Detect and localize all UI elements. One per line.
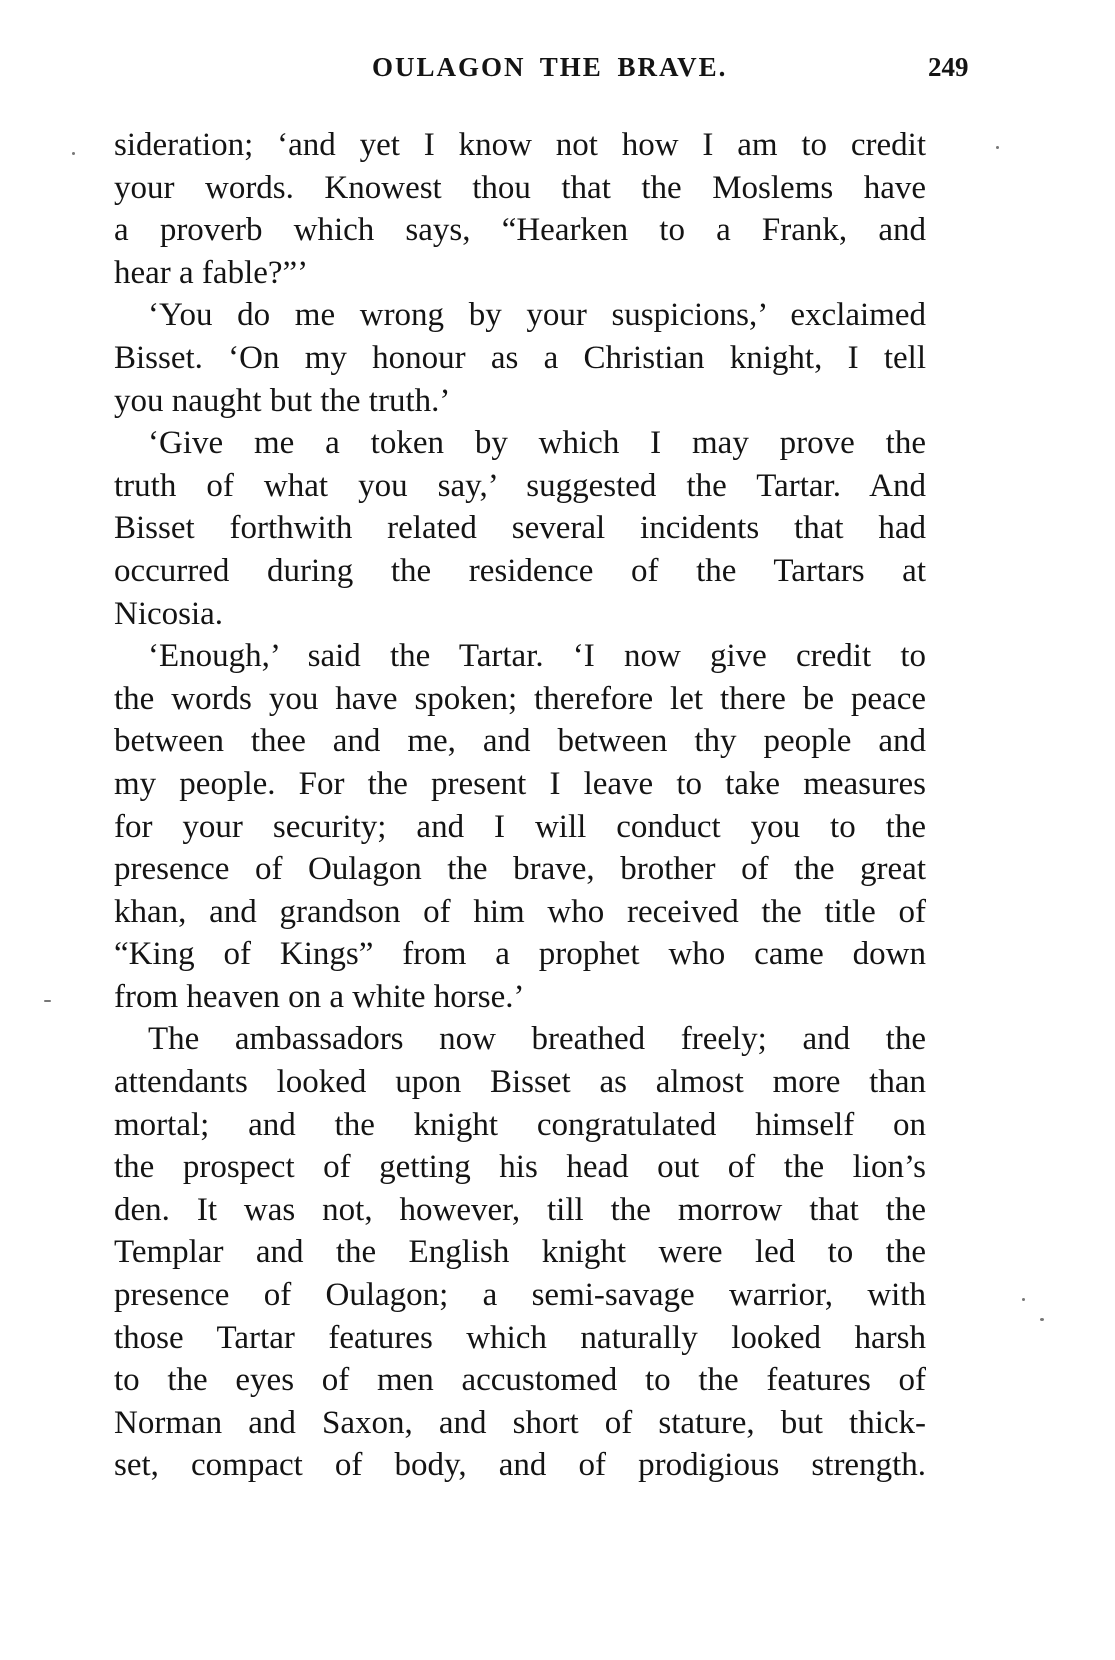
- text-line: from heaven on a white horse.’: [114, 978, 525, 1015]
- text-line: for your security; and I will conduct you to the: [114, 808, 926, 845]
- body-text: [114, 124, 926, 1487]
- text-line: presence of Oulagon the brave, brother of the great: [114, 851, 926, 888]
- text-line: occurred during the residence of the Tartars at: [114, 552, 926, 589]
- text-line: the prospect of getting his head out of the lion’s: [114, 1149, 926, 1186]
- text-line: The ambassadors now breathed freely; and the: [148, 1021, 926, 1058]
- text-line: hear a fable?”’: [114, 254, 309, 291]
- text-line: den. It was not, however, till the morrow that the: [114, 1191, 926, 1228]
- text-line: truth of what you say,’ suggested the Tartar. And: [114, 467, 926, 504]
- text-line: ‘Enough,’ said the Tartar. ‘I now give credit to: [148, 638, 926, 675]
- text-line: Norman and Saxon, and short of stature, but thick-: [114, 1404, 926, 1441]
- text-line: presence of Oulagon; a semi-savage warrior, with: [114, 1277, 926, 1314]
- text-line: to the eyes of men accustomed to the features of: [114, 1362, 926, 1399]
- paragraph: [114, 422, 926, 635]
- text-line: sideration; ‘and yet I know not how I am to credit: [114, 127, 926, 163]
- text-line: you naught but the truth.’: [114, 382, 451, 419]
- text-line: between thee and me, and between thy people and: [114, 723, 926, 760]
- text-line: those Tartar features which naturally looked harsh: [114, 1319, 926, 1356]
- text-line: “King of Kings” from a prophet who came down: [114, 936, 926, 973]
- running-head-title: OULAGON THE BRAVE.: [372, 52, 728, 82]
- paragraph: [114, 1018, 926, 1487]
- running-head: [0, 52, 1115, 92]
- paragraph: [114, 294, 926, 422]
- scan-speck: [996, 146, 999, 149]
- text-line: ‘Give me a token by which I may prove the: [148, 425, 926, 462]
- paragraph: [114, 124, 926, 294]
- scan-speck: [72, 152, 75, 155]
- text-line: set, compact of body, and of prodigious strength.: [114, 1447, 926, 1484]
- text-line: Bisset. ‘On my honour as a Christian knight, I tell: [114, 339, 926, 376]
- text-line: my people. For the present I leave to take measures: [114, 765, 926, 802]
- text-line: a proverb which says, “Hearken to a Frank, and: [114, 212, 926, 249]
- page-number: 249: [928, 52, 969, 82]
- scan-speck: [1040, 1318, 1044, 1321]
- text-line: khan, and grandson of him who received the title of: [114, 893, 926, 930]
- text-line: Nicosia.: [114, 595, 224, 632]
- text-line: Bisset forthwith related several incidents that had: [114, 510, 926, 547]
- text-line: the words you have spoken; therefore let there be peace: [114, 680, 926, 717]
- text-line: ‘You do me wrong by your suspicions,’ exclaimed: [148, 297, 926, 334]
- scan-speck: [1022, 1298, 1025, 1301]
- text-line: Templar and the English knight were led to the: [114, 1234, 926, 1271]
- scan-speck: [44, 1000, 51, 1002]
- text-line: mortal; and the knight congratulated himself on: [114, 1106, 926, 1143]
- paragraph: [114, 635, 926, 1018]
- text-line: attendants looked upon Bisset as almost more than: [114, 1064, 926, 1101]
- text-line: your words. Knowest thou that the Moslems have: [114, 169, 926, 206]
